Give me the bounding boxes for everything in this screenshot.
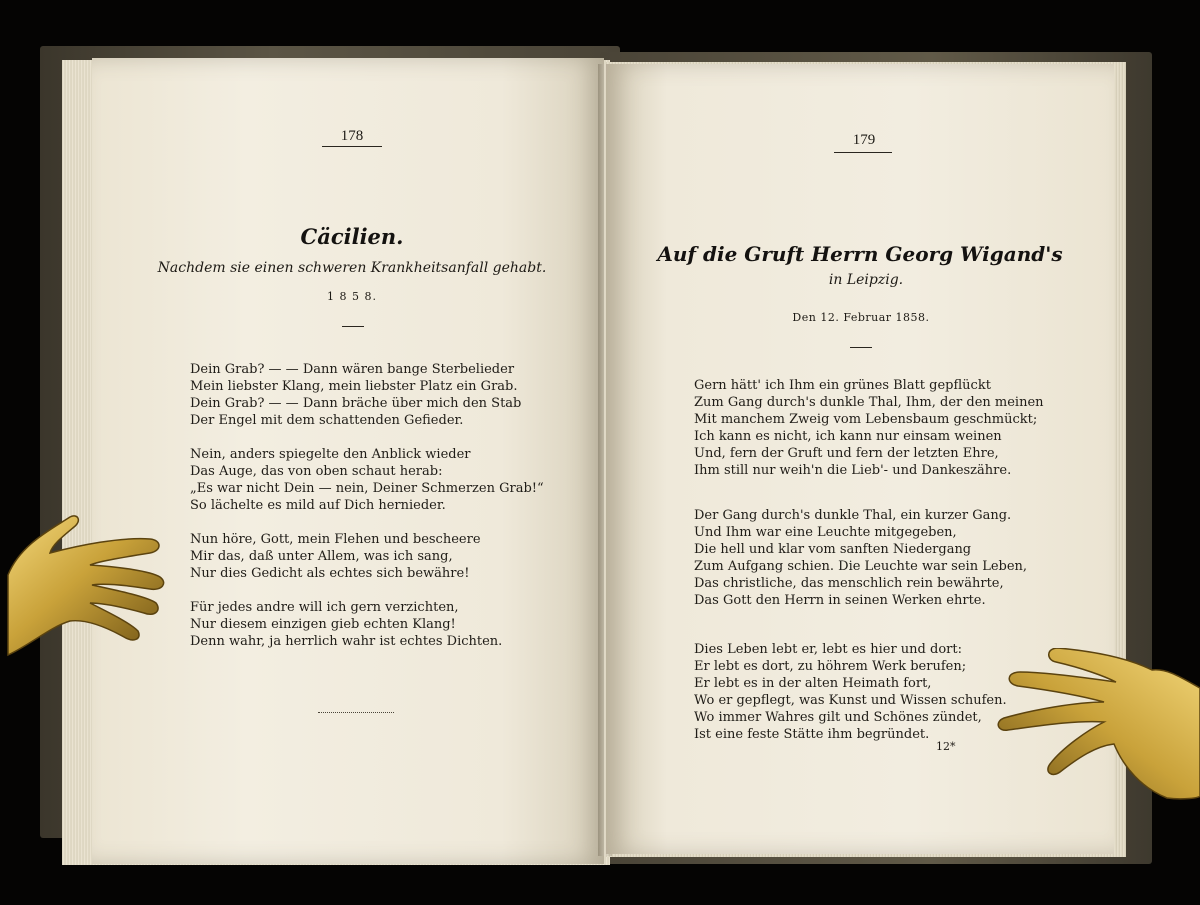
verse-line: Für jedes andre will ich gern verzichten,: [190, 600, 459, 615]
verse-line: Gern hätt' ich Ihm ein grünes Blatt gepflückt: [694, 378, 991, 393]
verse-line: Er lebt es in der alten Heimath fort,: [694, 676, 932, 691]
poem-date: Den 12. Februar 1858.: [792, 311, 930, 324]
stanza: [190, 446, 544, 514]
left-page: [92, 58, 604, 864]
verse-line: Das Gott den Herrn in seinen Werken ehrte.: [694, 593, 986, 608]
verse-line: Das christliche, das menschlich rein bewährte,: [694, 576, 1004, 591]
stanza: [190, 361, 544, 429]
verse-line: Der Engel mit dem schattenden Gefieder.: [190, 413, 464, 428]
left-page-number: 178: [340, 128, 364, 144]
verse-line: Dein Grab? — — Dann wären bange Sterbelieder: [190, 362, 515, 377]
verse-line: Dein Grab? — — Dann bräche über mich den Stab: [190, 396, 522, 411]
signature-mark: 12*: [936, 740, 956, 753]
verse-line: Wo er gepflegt, was Kunst und Wissen schufen.: [694, 693, 1007, 708]
right-page-number: 179: [852, 132, 876, 148]
verse-line: „Es war nicht Dein — nein, Deiner Schmerzen Grab!“: [190, 481, 544, 496]
verse-line: Nein, anders spiegelte den Anblick wieder: [190, 447, 471, 462]
verse-line: Und, fern der Gruft und fern der letzten Ehre,: [694, 446, 999, 461]
verse-line: Zum Aufgang schien. Die Leuchte war sein Leben,: [694, 559, 1028, 574]
verse-line: Ich kann es nicht, ich kann nur einsam weinen: [694, 429, 1002, 444]
title-divider: [850, 347, 872, 348]
stanza: [190, 531, 544, 582]
verse-line: Mir das, daß unter Allem, was ich sang,: [190, 549, 453, 564]
stanza: [190, 599, 544, 650]
poem-title: Cäcilien.: [300, 224, 404, 249]
verse-line: Mit manchem Zweig vom Lebensbaum geschmückt;: [694, 412, 1038, 427]
verse-line: Wo immer Wahres gilt und Schönes zündet,: [694, 710, 982, 725]
verse-line: Dies Leben lebt er, lebt es hier und dort:: [694, 642, 962, 657]
poem-subtitle: in Leipzig.: [828, 272, 904, 288]
poem-year: 1 8 5 8.: [327, 290, 377, 303]
verse-line: Ihm still nur weih'n die Lieb'- und Dankeszähre.: [694, 463, 1012, 478]
verse-line: Nur diesem einzigen gieb echten Klang!: [190, 617, 456, 632]
page-number-rule: [322, 146, 382, 147]
verse-line: Und Ihm war eine Leuchte mitgegeben,: [694, 525, 957, 540]
brass-hand-weight-right-icon: [992, 648, 1200, 808]
brass-hand-weight-left-icon: [0, 505, 170, 675]
stanza: [694, 507, 1044, 609]
title-divider: [342, 326, 364, 327]
verse-line: Er lebt es dort, zu höhrem Werk berufen;: [694, 659, 967, 674]
verse-line: Das Auge, das von oben schaut herab:: [190, 464, 443, 479]
verse-line: Denn wahr, ja herrlich wahr ist echtes Dichten.: [190, 634, 503, 649]
verse-line: Nur dies Gedicht als echtes sich bewähre!: [190, 566, 470, 581]
verse-line: Ist eine feste Stätte ihm begründet.: [694, 727, 930, 742]
verse-line: Zum Gang durch's dunkle Thal, Ihm, der den meinen: [694, 395, 1044, 410]
verse-line: Der Gang durch's dunkle Thal, ein kurzer Gang.: [694, 508, 1012, 523]
end-ornament-rule: [318, 712, 394, 713]
verse-line: So lächelte es mild auf Dich hernieder.: [190, 498, 446, 513]
poem-subtitle: Nachdem sie einen schweren Krankheitsanfall gehabt.: [157, 260, 547, 276]
verse-line: Die hell und klar vom sanften Niedergang: [694, 542, 972, 557]
page-number-rule: [834, 152, 892, 153]
verse-line: Mein liebster Klang, mein liebster Platz ein Grab.: [190, 379, 518, 394]
verse-line: Nun höre, Gott, mein Flehen und bescheere: [190, 532, 481, 547]
stanza: [694, 377, 1044, 479]
poem-title: Auf die Gruft Herrn Georg Wigand's: [657, 242, 1063, 266]
poem-body: [190, 361, 544, 667]
